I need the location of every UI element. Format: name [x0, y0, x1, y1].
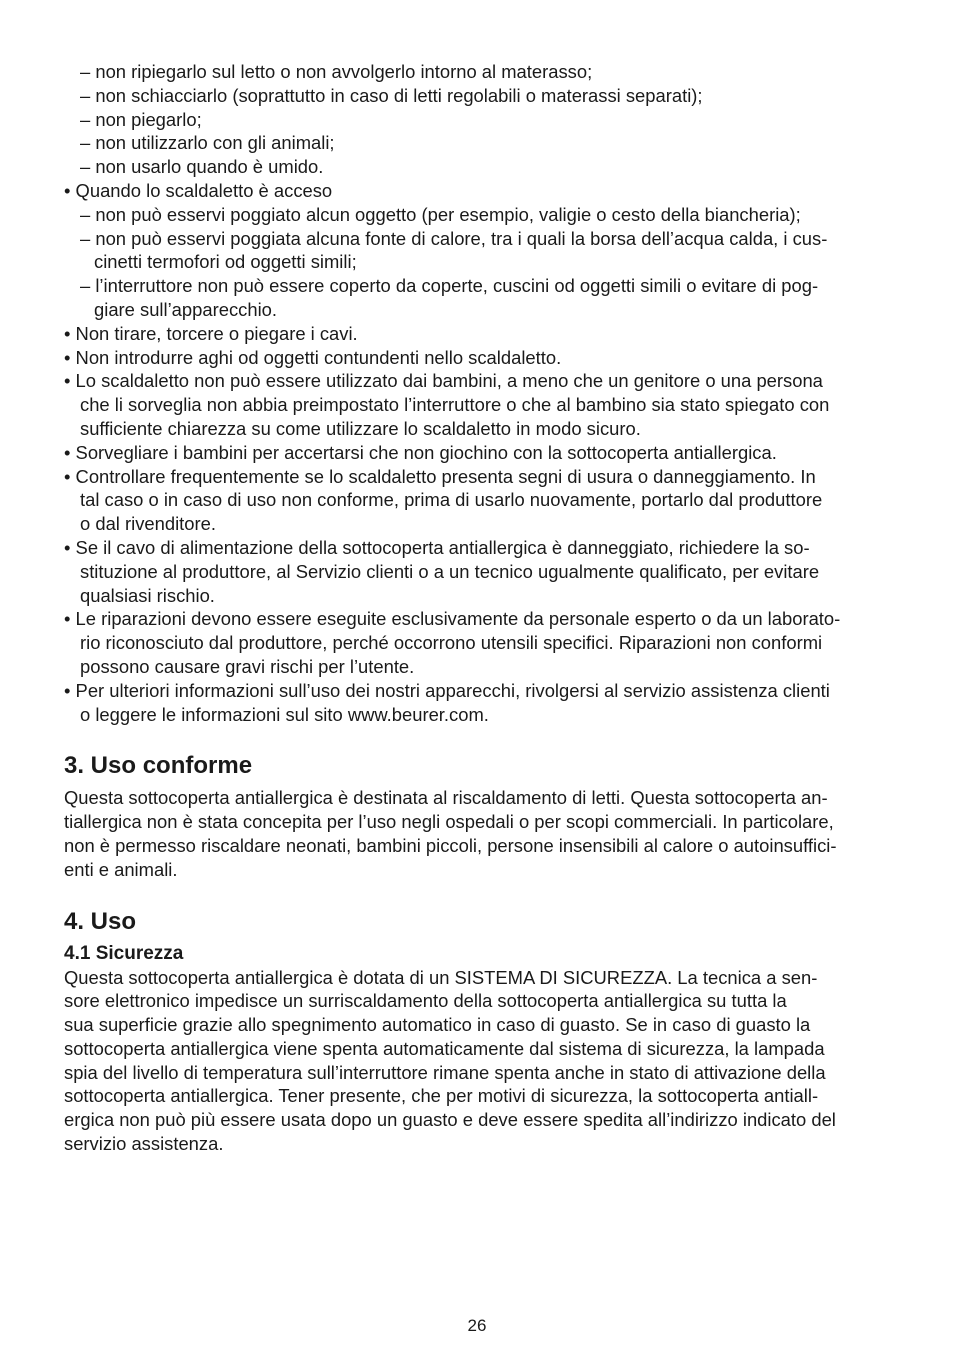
paragraph-line: Questa sottocoperta antiallergica è destinata al riscaldamento di letti. Questa sottocoperta an- — [64, 787, 828, 809]
list-line: • Le riparazioni devono essere eseguite esclusivamente da personale esperto o da un laborato- — [64, 608, 841, 630]
paragraph-line: tiallergica non è stata concepita per l’uso negli ospedali o per scopi commerciali. In particolare, — [64, 811, 834, 833]
list-line: giare sull’apparecchio. — [94, 298, 277, 320]
list-line: – non piegarlo; — [80, 108, 202, 130]
list-line: o leggere le informazioni sul sito www.beurer.com. — [80, 703, 489, 725]
manual-page — [64, 60, 894, 1156]
list-line: – non può esservi poggiato alcun oggetto (per esempio, valigie o cesto della biancheria); — [80, 203, 801, 225]
paragraph-line: sua superficie grazie allo spegnimento automatico in caso di guasto. Se in caso di guasto la — [64, 1014, 811, 1036]
list-line: • Per ulteriori informazioni sull’uso dei nostri apparecchi, rivolgersi al servizio assistenza clienti — [64, 679, 830, 701]
list-line: • Quando lo scaldaletto è acceso — [64, 179, 333, 201]
section-heading-uso: 4. Uso — [64, 907, 137, 935]
paragraph-line: Questa sottocoperta antiallergica è dotata di un SISTEMA DI SICUREZZA. La tecnica a sen- — [64, 966, 818, 988]
subsection-heading-sicurezza: 4.1 Sicurezza — [64, 942, 184, 964]
section-heading-uso-conforme: 3. Uso conforme — [64, 752, 253, 780]
list-line: cinetti termofori od oggetti simili; — [94, 251, 357, 273]
list-line: qualsiasi rischio. — [80, 584, 215, 606]
list-line: – non schiacciarlo (soprattutto in caso di letti regolabili o materassi separati); — [80, 84, 703, 106]
list-line: • Controllare frequentemente se lo scaldaletto presenta segni di usura o danneggiamento. In — [64, 465, 816, 487]
list-line: • Sorvegliare i bambini per accertarsi che non giochino con la sottocoperta antiallergica. — [64, 441, 777, 463]
list-line: – non utilizzarlo con gli animali; — [80, 132, 335, 154]
list-line: • Non tirare, torcere o piegare i cavi. — [64, 322, 358, 344]
list-line: • Lo scaldaletto non può essere utilizzato dai bambini, a meno che un genitore o una persona — [64, 370, 823, 392]
paragraph-line: non è permesso riscaldare neonati, bambini piccoli, persone insensibili al calore o autoinsuffici- — [64, 834, 837, 856]
list-line: – non ripiegarlo sul letto o non avvolgerlo intorno al materasso; — [80, 61, 593, 82]
list-line: • Se il cavo di alimentazione della sottocoperta antiallergica è danneggiato, richiedere la so- — [64, 536, 810, 558]
page-number: 26 — [467, 1316, 487, 1335]
paragraph-line: sore elettronico impedisce un surriscaldamento della sottocoperta antiallergica su tutta la — [64, 990, 787, 1012]
list-line: – non usarlo quando è umido. — [80, 156, 324, 178]
list-line: sufficiente chiarezza su come utilizzare lo scaldaletto in modo sicuro. — [80, 417, 641, 439]
safety-list — [64, 60, 894, 726]
list-line: stituzione al produttore, al Servizio clienti o a un tecnico ugualmente qualificato, per evitare — [80, 560, 820, 582]
list-line: – non può esservi poggiata alcuna fonte di calore, tra i quali la borsa dell’acqua calda, i cus- — [80, 227, 828, 249]
list-line: – l’interruttore non può essere coperto da coperte, cuscini od oggetti simili o evitare di pog- — [80, 275, 819, 297]
paragraph-line: servizio assistenza. — [64, 1133, 224, 1155]
list-line: tal caso o in caso di uso non conforme, prima di usarlo nuovamente, portarlo dal produttore — [80, 489, 823, 511]
list-line: possono causare gravi rischi per l’utente. — [80, 655, 415, 677]
list-line: o dal rivenditore. — [80, 513, 216, 535]
paragraph-line: sottocoperta antiallergica viene spenta automaticamente dal sistema di sicurezza, la lampada — [64, 1037, 825, 1059]
list-line: • Non introdurre aghi od oggetti contundenti nello scaldaletto. — [64, 346, 562, 368]
paragraph-line: spia del livello di temperatura sull’interruttore rimane spenta anche in stato di attivazione della — [64, 1061, 826, 1083]
list-line: che li sorveglia non abbia preimpostato l’interruttore o che al bambino sia stato spiegato con — [80, 394, 830, 416]
paragraph-line: sottocoperta antiallergica. Tener presente, che per motivi di sicurezza, la sottocoperta antiall- — [64, 1085, 819, 1107]
paragraph-line: enti e animali. — [64, 858, 178, 880]
section-paragraph-uso-conforme — [64, 786, 894, 881]
paragraph-line: ergica non può più essere usata dopo un guasto e deve essere spedita all’indirizzo indicato del — [64, 1109, 836, 1131]
section-paragraph-sicurezza — [64, 966, 894, 1156]
list-line: rio riconosciuto dal produttore, perché occorrono utensili specifici. Riparazioni non conformi — [80, 632, 823, 654]
